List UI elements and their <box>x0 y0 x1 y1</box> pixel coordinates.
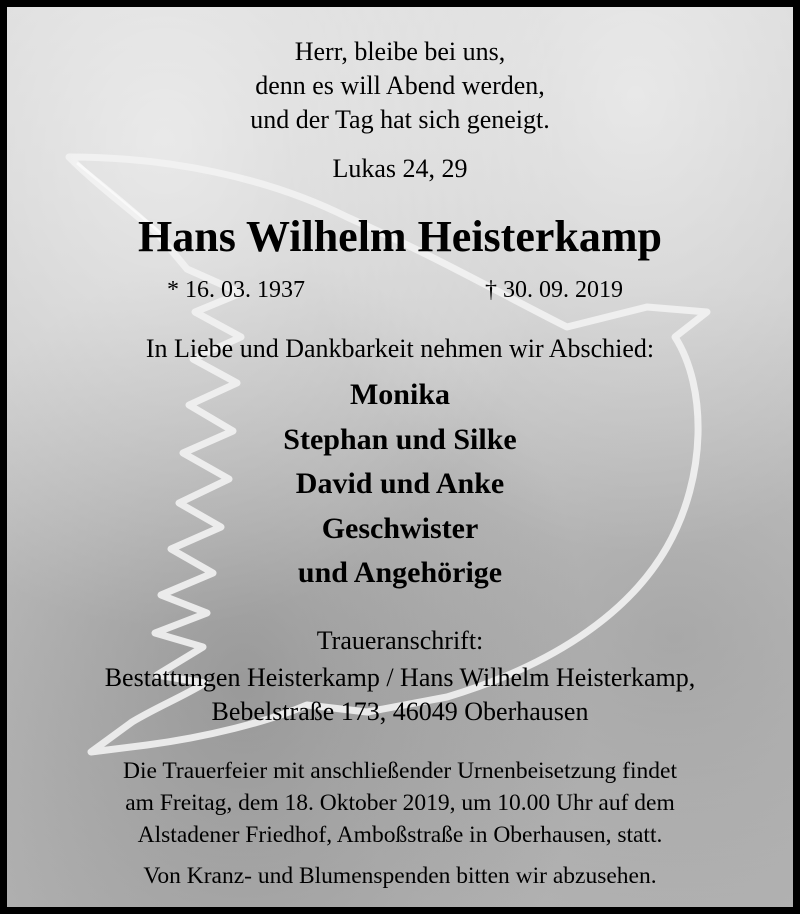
address-line: Bestattungen Heisterkamp / Hans Wilhelm Heisterkamp, <box>104 663 696 692</box>
ceremony-line: Die Trauerfeier mit anschließender Urnenbeisetzung findet <box>122 758 678 784</box>
verse-line: Herr, bleibe bei uns, <box>294 37 506 66</box>
verse-reference: Lukas 24, 29 <box>332 154 468 183</box>
farewell-intro: In Liebe und Dankbarkeit nehmen wir Abschied: <box>145 334 655 363</box>
deceased-name: Hans Wilhelm Heisterkamp <box>138 212 662 261</box>
ceremony-line: am Freitag, dem 18. Oktober 2019, um 10.00 Uhr auf dem <box>125 790 675 816</box>
birth-date: * 16. 03. 1937 <box>167 277 305 303</box>
address-line: Bebelstraße 173, 46049 Oberhausen <box>211 697 589 726</box>
mourner-name: Geschwister <box>321 511 479 545</box>
verse-line: denn es will Abend werden, <box>255 71 545 100</box>
address-label: Traueranschrift: <box>316 626 484 655</box>
mourner-name: David und Anke <box>295 467 505 500</box>
flowers-note: Von Kranz- und Blumenspenden bitten wir abzusehen. <box>143 863 657 889</box>
verse-line: und der Tag hat sich geneigt. <box>250 105 550 134</box>
ceremony-line: Alstadener Friedhof, Amboßstraße in Oberhausen, statt. <box>137 822 663 848</box>
ceremony-info <box>7 755 793 851</box>
bible-verse <box>7 35 793 137</box>
mourner-name: Monika <box>349 378 451 411</box>
mourners-list <box>7 373 793 596</box>
mourner-name: und Angehörige <box>297 556 503 589</box>
mourner-name: Stephan und Silke <box>283 422 517 456</box>
death-date: † 30. 09. 2019 <box>485 277 623 303</box>
